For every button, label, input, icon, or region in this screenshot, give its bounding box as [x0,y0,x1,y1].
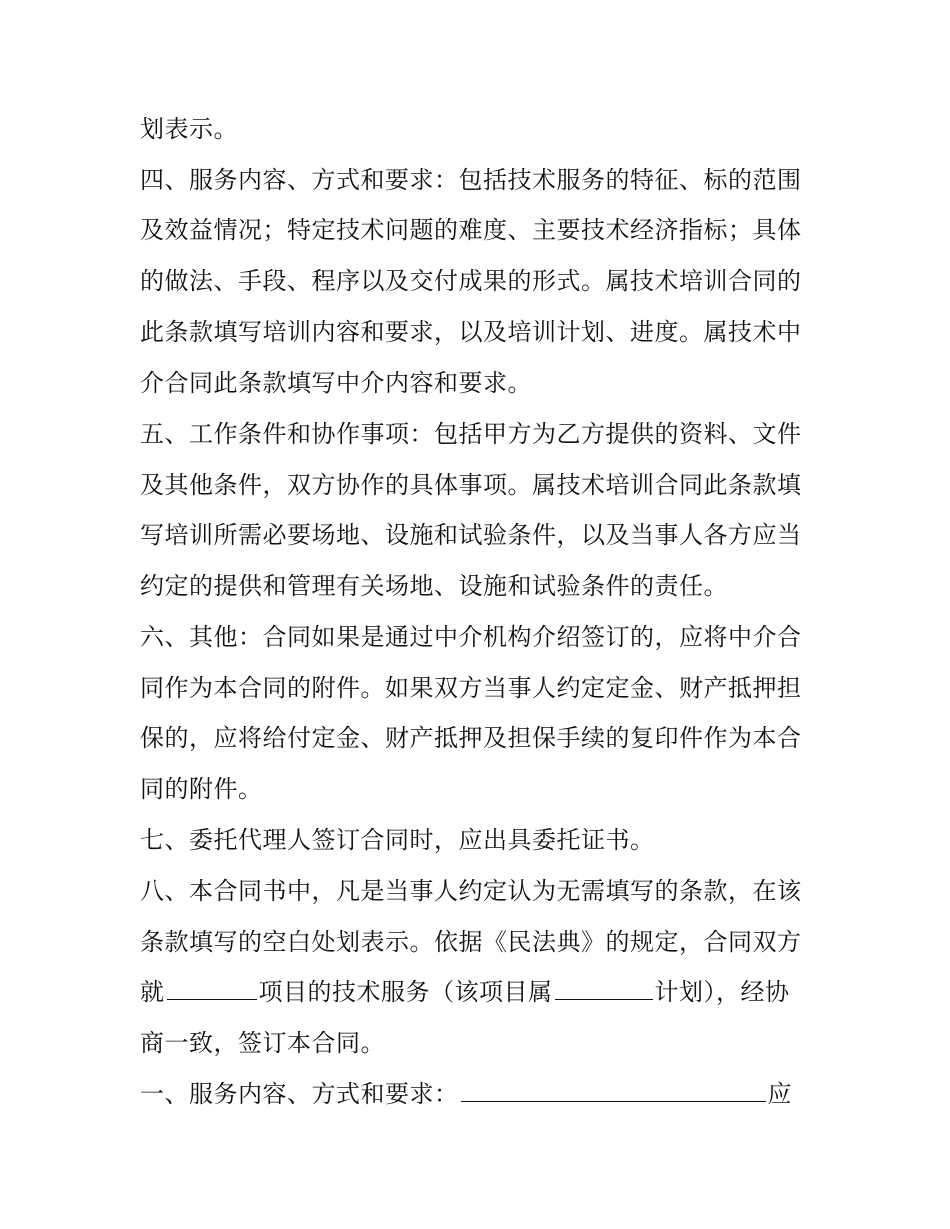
service-content-blank[interactable] [461,1079,766,1102]
text-fragment: 计划），经协 [654,978,790,1006]
text-line: 同作为本合同的附件。如果双方当事人约定定金、财产抵押担 [140,674,802,702]
text-line: 及其他条件，双方协作的具体事项。属技术培训合同此条款填 [140,471,802,499]
text-line: 五、工作条件和协作事项：包括甲方为乙方提供的资料、文件 [140,420,802,448]
text-line: 的做法、手段、程序以及交付成果的形式。属技术培训合同的 [140,267,802,295]
text-fragment: 应 [767,1080,792,1108]
text-line-with-blanks [140,976,820,1008]
text-line: 保的，应将给付定金、财产抵押及担保手续的复印件作为本合 [140,724,802,752]
text-line: 六、其他：合同如果是通过中介机构介绍签订的，应将中介合 [140,623,802,651]
text-line: 四、服务内容、方式和要求：包括技术服务的特征、标的范围 [140,166,802,194]
text-line: 写培训所需必要场地、设施和试验条件，以及当事人各方应当 [140,521,802,549]
plan-name-blank[interactable] [555,977,653,1000]
text-line: 此条款填写培训内容和要求，以及培训计划、进度。属技术中 [140,318,802,346]
text-fragment: 就 [140,978,165,1006]
text-line: 条款填写的空白处划表示。依据《民法典》的规定，合同双方 [140,928,802,956]
text-line: 商一致，签订本合同。 [140,1029,385,1057]
text-fragment: 项目的技术服务（该项目属 [258,978,553,1006]
text-line: 划表示。 [140,115,238,143]
text-line: 七、委托代理人签订合同时，应出具委托证书。 [140,826,655,854]
text-line: 介合同此条款填写中介内容和要求。 [140,369,532,397]
text-fragment: 一、服务内容、方式和要求： [140,1080,459,1108]
text-line-with-blank [140,1078,820,1110]
text-line: 同的附件。 [140,775,263,803]
text-line: 约定的提供和管理有关场地、设施和试验条件的责任。 [140,572,728,600]
text-line: 八、本合同书中，凡是当事人约定认为无需填写的条款，在该 [140,877,802,905]
text-line: 及效益情况；特定技术问题的难度、主要技术经济指标；具体 [140,216,802,244]
project-name-blank[interactable] [167,977,257,1000]
